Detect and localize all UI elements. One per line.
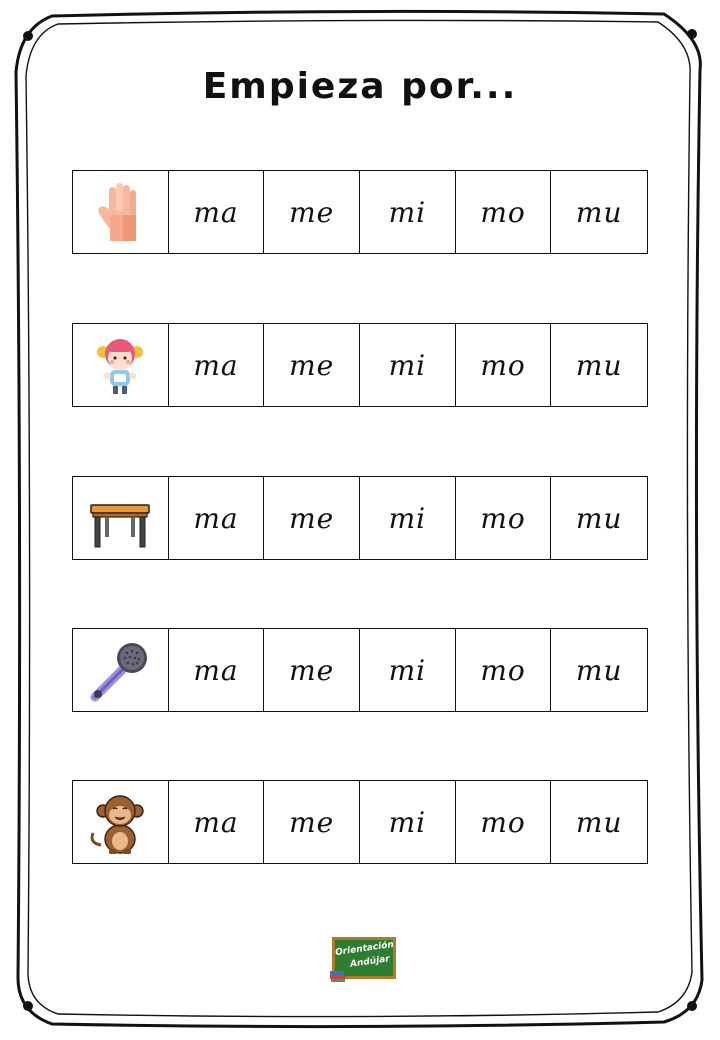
syllable-cell[interactable]: [169, 781, 265, 863]
syllable-text: mi: [388, 653, 427, 687]
syllable-cell[interactable]: [456, 477, 552, 559]
picture-cell: [73, 477, 169, 559]
syllable-text: ma: [193, 348, 239, 382]
syllable-text: mu: [575, 501, 623, 535]
syllable-text: me: [289, 195, 335, 229]
syllable-cell[interactable]: [456, 629, 552, 711]
syllable-cell[interactable]: [360, 324, 456, 406]
syllable-text: me: [289, 653, 335, 687]
syllable-cell[interactable]: [456, 781, 552, 863]
syllable-row: [72, 323, 648, 407]
syllable-text: mi: [388, 501, 427, 535]
table-icon: [85, 483, 155, 553]
syllable-text: mi: [388, 348, 427, 382]
hand-icon: [85, 177, 155, 247]
syllable-cell[interactable]: [551, 629, 647, 711]
syllable-cell[interactable]: [360, 477, 456, 559]
syllable-text: mu: [575, 195, 623, 229]
syllable-text: ma: [193, 195, 239, 229]
corner-dot-icon: [687, 29, 697, 39]
syllable-cell[interactable]: [360, 781, 456, 863]
syllable-row: [72, 476, 648, 560]
picture-cell: [73, 324, 169, 406]
syllable-text: mu: [575, 653, 623, 687]
syllable-text: mo: [480, 348, 526, 382]
syllable-text: mo: [480, 195, 526, 229]
picture-cell: [73, 781, 169, 863]
monkey-icon: [85, 787, 155, 857]
syllable-row: [72, 780, 648, 864]
picture-cell: [73, 629, 169, 711]
syllable-cell[interactable]: [169, 171, 265, 253]
picture-cell: [73, 171, 169, 253]
syllable-text: me: [289, 501, 335, 535]
logo-line-2: Andújar: [349, 954, 391, 970]
syllable-text: ma: [193, 805, 239, 839]
corner-dot-icon: [687, 1001, 697, 1011]
syllable-text: mu: [575, 805, 623, 839]
syllable-text: mi: [388, 195, 427, 229]
syllable-text: mo: [480, 501, 526, 535]
page-title: Empieza por...: [202, 66, 518, 107]
logo: [330, 935, 398, 983]
syllable-text: mu: [575, 348, 623, 382]
syllable-text: mo: [480, 653, 526, 687]
microphone-icon: [85, 635, 155, 705]
syllable-cell[interactable]: [551, 477, 647, 559]
syllable-cell[interactable]: [264, 629, 360, 711]
syllable-cell[interactable]: [169, 324, 265, 406]
syllable-text: me: [289, 348, 335, 382]
syllable-cell[interactable]: [551, 171, 647, 253]
syllable-cell[interactable]: [169, 629, 265, 711]
syllable-cell[interactable]: [264, 477, 360, 559]
syllable-cell[interactable]: [456, 171, 552, 253]
syllable-cell[interactable]: [264, 324, 360, 406]
syllable-text: mo: [480, 805, 526, 839]
corner-dot-icon: [23, 31, 33, 41]
syllable-cell[interactable]: [360, 629, 456, 711]
syllable-row: [72, 628, 648, 712]
syllable-cell[interactable]: [551, 781, 647, 863]
syllable-text: me: [289, 805, 335, 839]
syllable-cell[interactable]: [264, 781, 360, 863]
syllable-cell[interactable]: [360, 171, 456, 253]
syllable-text: ma: [193, 653, 239, 687]
syllable-text: mi: [388, 805, 427, 839]
syllable-cell[interactable]: [456, 324, 552, 406]
syllable-row: [72, 170, 648, 254]
logo-line-1: Orientación: [334, 939, 395, 959]
doll-icon: [85, 330, 155, 400]
syllable-cell[interactable]: [169, 477, 265, 559]
syllable-text: ma: [193, 501, 239, 535]
syllable-cell[interactable]: [264, 171, 360, 253]
corner-dot-icon: [23, 1001, 33, 1011]
syllable-cell[interactable]: [551, 324, 647, 406]
